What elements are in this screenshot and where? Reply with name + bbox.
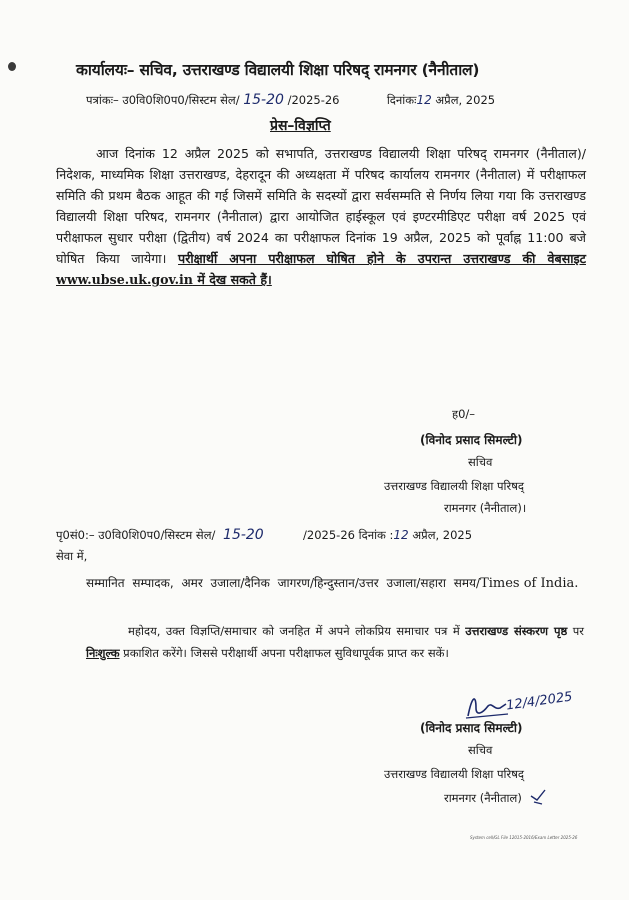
request-edition: उत्तराखण्ड संस्करण पृष्ठ [465,624,568,638]
request-text-2: पर [567,624,584,638]
reference-line [86,92,586,108]
press-release-body [56,143,586,290]
ref-year: /2025-26 [287,93,340,107]
press-release-heading: प्रेस–विज्ञप्ति [270,118,331,134]
copy-reference-line [56,527,596,543]
ref-prefix: पत्रांकः– उ0वि0शि0प0/सिस्टम सेल/ [86,93,240,107]
date-day-handwritten: 12 [416,93,432,107]
notice-text: परीक्षार्थी अपना परीक्षाफल घोषित होने के उपरान्त उत्तराखण्ड की वेबसाइट [178,251,586,266]
punch-hole [8,62,16,71]
signed-mark: ह0/– [452,407,476,421]
salutation-to: सेवा में, [56,549,88,563]
recipients-hindi: सम्मानित सम्पादक, अमर उजाला/दैनिक जागरण/हिन्दुस्तान/उत्तर उजाला/सहारा समय/ [86,576,481,590]
office-title: कार्यालयः– सचिव, उत्तराखण्ड विद्यालयी शिक्षा परिषद् रामनगर (नैनीताल) [76,61,480,79]
date-label: दिनांकः [386,93,417,107]
signatory-org: उत्तराखण्ड विद्यालयी शिक्षा परिषद् [384,479,524,493]
recipients-english: Times of India. [480,576,579,591]
copy-ref-prefix: पृ0सं0:– उ0वि0शि0प0/सिस्टम सेल/ [56,528,216,542]
footer-file-reference: System cell/GL File 12015-2016/Exam Letter 2025-26 [470,835,578,840]
signatory2-place: रामनगर (नैनीताल) [444,791,522,805]
signatory-designation: सचिव [468,455,493,469]
press-body-text: आज दिनांक 12 अप्रैल 2025 को सभापति, उत्तराखण्ड विद्यालयी शिक्षा परिषद् रामनगर (नैनीताल)/ निदेशक, माध्यमिक शिक्षा उत्तराखण्ड, देहरादून की अध्यक्षता में परिषद कार्यालय रामनगर (नैनीताल) में परीक्षाफल समिति की प्रथम बैठक आहूत की गई जिसमें समिति के सदस्यों द्वारा सर्वसम्मति से निर्णय लिया गया कि उत्तराखण्ड विद्यालयी शिक्षा परिषद, रामनगर (नैनीताल) द्वारा आयोजित हाईस्कूल एवं इण्टरमीडिएट परीक्षा वर्ष 2025 एवं परीक्षाफल सुधार परीक्षा (द्वितीय) वर्ष 2024 का परीक्षाफल दिनांक 19 अप्रैल, 2025 को पूर्वाह्न 11:00 बजे घोषित किया जायेगा। [56,146,586,266]
handwritten-date: 12/4/2025 [505,689,574,714]
signatory2-org: उत्तराखण्ड विद्यालयी शिक्षा परिषद् [384,767,524,781]
signatory2-designation: सचिव [468,743,493,757]
request-text-3: प्रकाशित करेंगे। जिससे परीक्षार्थी अपना परीक्षाफल सुविधापूर्वक प्राप्त कर सकें। [119,646,449,660]
signatory-place: रामनगर (नैनीताल)। [444,501,527,515]
notice-url: www.ubse.uk.gov.in [56,272,193,287]
copy-ref-year-date: /2025-26 दिनांक : [303,528,394,542]
copy-date-rest: अप्रैल, 2025 [412,528,473,542]
signatory2-name: (विनोद प्रसाद सिमल्टी) [420,721,523,735]
request-text-1: महोदय, उक्त विज्ञप्ति/समाचार को जनहित में अपने लोकप्रिय समाचार पत्र में [128,624,466,638]
request-free: निःशुल्क [86,646,120,660]
signatory-name: (विनोद प्रसाद सिमल्टी) [420,433,523,447]
date-rest: अप्रैल, 2025 [435,93,496,107]
recipients-list [86,572,584,595]
copy-date-day-handwritten: 12 [393,528,409,542]
initial-mark-icon [528,786,548,806]
publication-request [86,620,584,664]
notice-text-end: में देख सकते हैं। [192,272,272,287]
copy-ref-number-handwritten: 15-20 [223,527,264,543]
ref-number-handwritten: 15-20 [243,92,284,108]
